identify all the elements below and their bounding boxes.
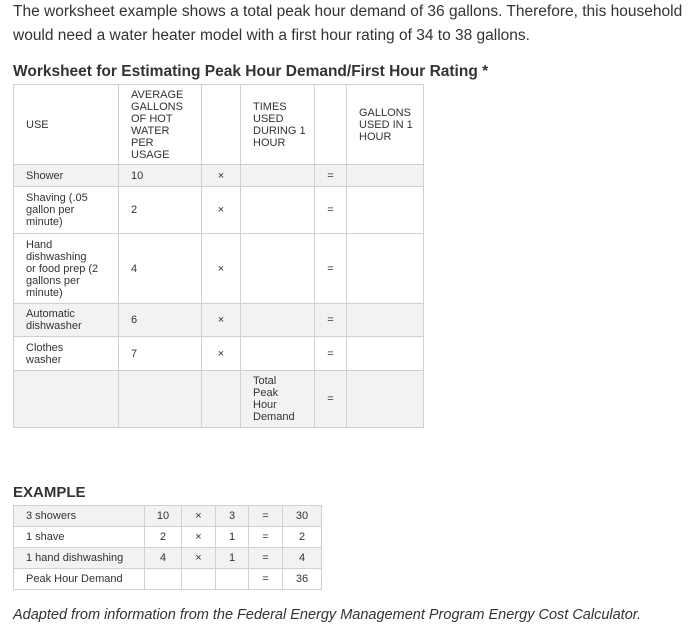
header-operator-blank bbox=[202, 85, 241, 165]
equals-sign: = bbox=[315, 187, 347, 234]
gallons-used-cell bbox=[347, 304, 424, 337]
header-equals-blank bbox=[315, 85, 347, 165]
equals-sign: = bbox=[315, 371, 347, 428]
equals-sign: = bbox=[249, 527, 283, 548]
example-label: 1 hand dishwashing bbox=[14, 548, 145, 569]
example-result: 4 bbox=[283, 548, 322, 569]
multiply-sign: × bbox=[182, 548, 216, 569]
multiply-sign: × bbox=[182, 527, 216, 548]
total-peak-hour-demand-label: Total Peak Hour Demand bbox=[241, 371, 315, 428]
gallons-used-cell bbox=[347, 187, 424, 234]
intro-line-1: The worksheet example shows a total peak hour demand of 36 gallons. Therefore, this household bbox=[13, 3, 683, 20]
example-gallons: 10 bbox=[145, 506, 182, 527]
table-row bbox=[14, 506, 322, 527]
example-result: 30 bbox=[283, 506, 322, 527]
worksheet-title: Worksheet for Estimating Peak Hour Demand/First Hour Rating * bbox=[13, 63, 489, 80]
multiply-sign: × bbox=[202, 234, 241, 304]
example-label: 3 showers bbox=[14, 506, 145, 527]
average-gallons-cell: 4 bbox=[119, 234, 202, 304]
table-row bbox=[14, 187, 424, 234]
header-times-used: TIMES USED DURING 1 HOUR bbox=[241, 85, 315, 165]
example-label: 1 shave bbox=[14, 527, 145, 548]
use-cell: Shaving (.05 gallon per minute) bbox=[14, 187, 119, 234]
example-times bbox=[216, 569, 249, 590]
average-gallons-cell: 10 bbox=[119, 165, 202, 187]
example-times: 1 bbox=[216, 527, 249, 548]
total-row bbox=[14, 371, 424, 428]
multiply-sign: × bbox=[182, 506, 216, 527]
intro-line-2: would need a water heater model with a first hour rating of 34 to 38 gallons. bbox=[13, 27, 530, 44]
multiply-sign: × bbox=[202, 187, 241, 234]
table-row bbox=[14, 165, 424, 187]
multiply-sign: × bbox=[202, 337, 241, 371]
equals-sign: = bbox=[249, 569, 283, 590]
use-cell bbox=[14, 371, 119, 428]
example-label: Peak Hour Demand bbox=[14, 569, 145, 590]
use-cell: Automatic dishwasher bbox=[14, 304, 119, 337]
gallons-used-cell bbox=[347, 337, 424, 371]
example-times: 3 bbox=[216, 506, 249, 527]
average-gallons-cell: 7 bbox=[119, 337, 202, 371]
table-row bbox=[14, 548, 322, 569]
worksheet-header-row bbox=[14, 85, 424, 165]
equals-sign: = bbox=[249, 506, 283, 527]
header-average-gallons: AVERAGE GALLONS OF HOT WATER PER USAGE bbox=[119, 85, 202, 165]
peak-hour-demand-row bbox=[14, 569, 322, 590]
intro-paragraph bbox=[13, 0, 700, 48]
table-row bbox=[14, 234, 424, 304]
example-gallons bbox=[145, 569, 182, 590]
equals-sign: = bbox=[315, 337, 347, 371]
worksheet-table bbox=[13, 84, 424, 428]
gallons-used-cell bbox=[347, 234, 424, 304]
example-gallons: 2 bbox=[145, 527, 182, 548]
equals-sign: = bbox=[315, 234, 347, 304]
multiply-sign bbox=[182, 569, 216, 590]
example-times: 1 bbox=[216, 548, 249, 569]
example-gallons: 4 bbox=[145, 548, 182, 569]
example-result: 36 bbox=[283, 569, 322, 590]
equals-sign: = bbox=[315, 304, 347, 337]
gallons-used-cell bbox=[347, 165, 424, 187]
multiply-sign: × bbox=[202, 165, 241, 187]
times-used-cell bbox=[241, 187, 315, 234]
total-gallons-cell bbox=[347, 371, 424, 428]
average-gallons-cell bbox=[119, 371, 202, 428]
equals-sign: = bbox=[249, 548, 283, 569]
average-gallons-cell: 6 bbox=[119, 304, 202, 337]
example-result: 2 bbox=[283, 527, 322, 548]
example-title: EXAMPLE bbox=[13, 484, 86, 501]
times-used-cell bbox=[241, 337, 315, 371]
use-cell: Hand dishwashing or food prep (2 gallons per minute) bbox=[14, 234, 119, 304]
operator-cell bbox=[202, 371, 241, 428]
header-gallons-used: GALLONS USED IN 1 HOUR bbox=[347, 85, 424, 165]
table-row bbox=[14, 527, 322, 548]
times-used-cell bbox=[241, 304, 315, 337]
equals-sign: = bbox=[315, 165, 347, 187]
footnote: Adapted from information from the Federal Energy Management Program Energy Cost Calculator. bbox=[13, 607, 642, 623]
average-gallons-cell: 2 bbox=[119, 187, 202, 234]
times-used-cell bbox=[241, 234, 315, 304]
example-table bbox=[13, 505, 322, 590]
table-row bbox=[14, 304, 424, 337]
use-cell: Shower bbox=[14, 165, 119, 187]
table-row bbox=[14, 337, 424, 371]
times-used-cell bbox=[241, 165, 315, 187]
header-use: USE bbox=[14, 85, 119, 165]
multiply-sign: × bbox=[202, 304, 241, 337]
use-cell: Clothes washer bbox=[14, 337, 119, 371]
